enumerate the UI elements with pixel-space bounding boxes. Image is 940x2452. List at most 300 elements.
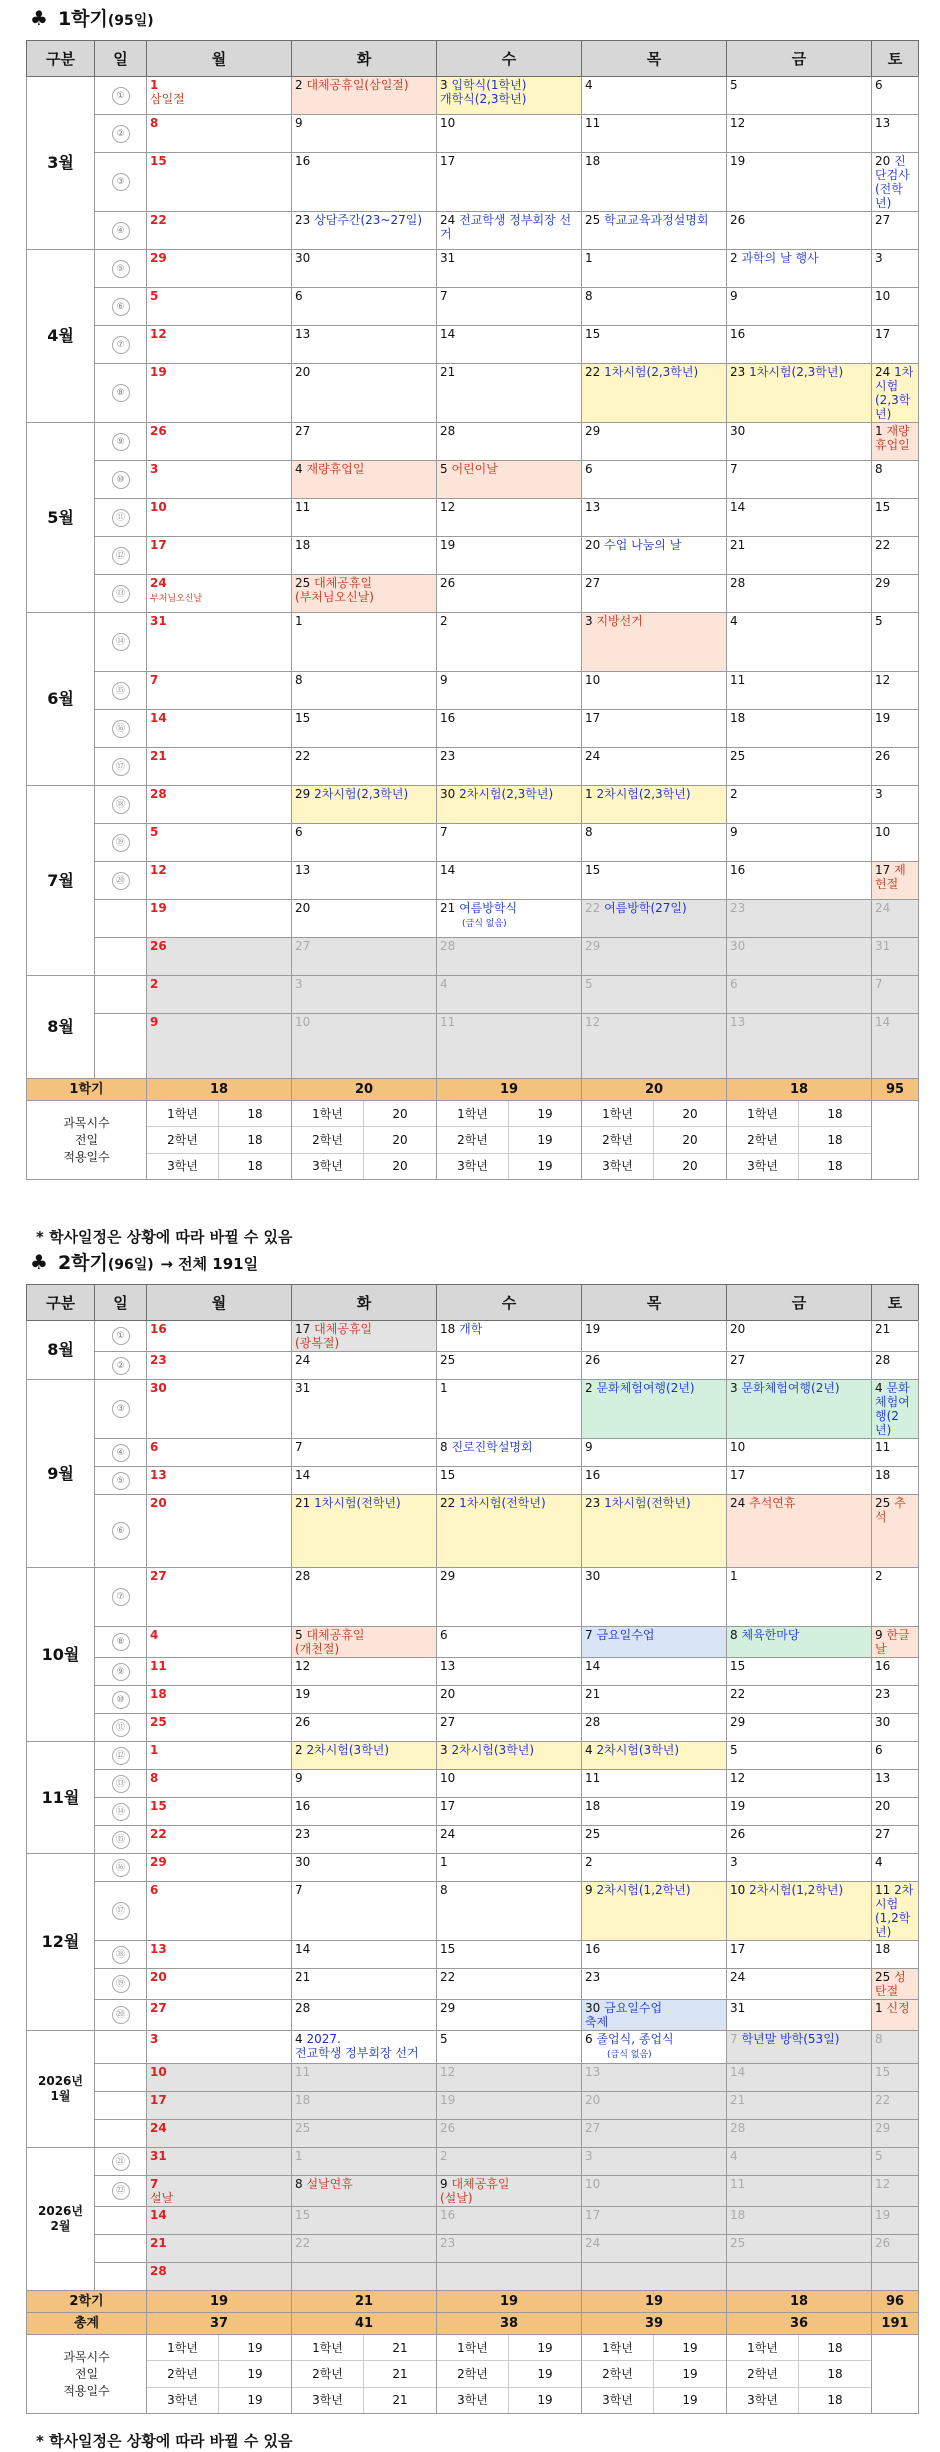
day-number: 25: [875, 1496, 891, 1510]
event-label: 설날연휴: [306, 2177, 353, 2191]
week-row: [27, 153, 919, 212]
header-6: 금: [727, 1285, 872, 1321]
day-cell: [147, 1658, 292, 1686]
day-cell: [582, 613, 727, 672]
header-row: [27, 1285, 919, 1321]
day-number: 24: [585, 749, 601, 763]
day-number: 30: [585, 2001, 601, 2015]
day-number: 16: [875, 1659, 891, 1673]
week-number: [95, 2120, 147, 2148]
day-cell: [727, 1714, 872, 1742]
week-number: ⑧: [95, 1627, 147, 1658]
day-number: 24: [875, 365, 891, 379]
day-cell: [582, 1798, 727, 1826]
day-cell: [727, 1798, 872, 1826]
day-number: 9: [730, 825, 738, 839]
day-number: 12: [150, 863, 167, 877]
day-cell: [292, 461, 437, 499]
day-cell: [292, 1882, 437, 1941]
day-cell: [727, 153, 872, 212]
week-number: ⑱: [95, 786, 147, 824]
week-row: [27, 2263, 919, 2291]
day-cell: [292, 786, 437, 824]
week-row: [27, 1770, 919, 1798]
day-number: 4: [585, 1743, 593, 1757]
event-label: 여름방학식: [459, 901, 518, 915]
week-row: [27, 537, 919, 575]
day-number: 24: [585, 2236, 601, 2250]
header-2: 월: [147, 1285, 292, 1321]
day-cell: [147, 2120, 292, 2148]
day-cell: [147, 2000, 292, 2031]
day-number: 19: [440, 538, 456, 552]
day-cell: [437, 938, 582, 976]
week-row: [27, 461, 919, 499]
week-row: [27, 326, 919, 364]
day-cell: [437, 1854, 582, 1882]
day-number: 31: [440, 251, 456, 265]
event-label: 재량휴업일: [306, 462, 365, 476]
day-cell: [292, 77, 437, 115]
day-number: 11: [585, 116, 601, 130]
day-number: 28: [440, 424, 456, 438]
event-label: 2차시험(3학년): [306, 1743, 390, 1757]
week-number: ⑤: [95, 250, 147, 288]
day-number: 15: [875, 2065, 891, 2079]
day-number: 4: [875, 1381, 883, 1395]
day-number: 15: [585, 863, 601, 877]
day-cell: [582, 1826, 727, 1854]
week-row: [27, 1969, 919, 2000]
week-row: [27, 1658, 919, 1686]
day-cell: [872, 824, 919, 862]
week-number: ⑳: [95, 2000, 147, 2031]
day-cell: [727, 1568, 872, 1627]
day-number: 14: [150, 2208, 167, 2222]
day-cell: [437, 1495, 582, 1568]
hours-cell: 1학년 18 2학년 18 3학년 18: [727, 2335, 872, 2414]
day-cell: [872, 2031, 919, 2064]
week-number: [95, 1014, 147, 1079]
day-cell: [147, 153, 292, 212]
event-label: 체육한마당: [741, 1628, 800, 1642]
day-number: 18: [730, 711, 746, 725]
day-cell: [582, 976, 727, 1014]
day-cell: [437, 1770, 582, 1798]
day-number: 10: [150, 500, 167, 514]
day-cell: [292, 1380, 437, 1439]
week-row: [27, 1014, 919, 1079]
day-cell: [872, 1826, 919, 1854]
day-cell: [147, 2207, 292, 2235]
day-number: 22: [585, 365, 601, 379]
day-cell: [582, 1014, 727, 1079]
event-label: 지방선거: [596, 614, 643, 628]
week-row: [27, 499, 919, 537]
day-number: 29: [875, 2121, 891, 2135]
event-label: 어린이날: [451, 462, 498, 476]
day-cell: [582, 938, 727, 976]
day-cell: [292, 748, 437, 786]
week-row: [27, 575, 919, 613]
day-cell: [582, 115, 727, 153]
day-cell: [727, 423, 872, 461]
day-number: 10: [730, 1883, 746, 1897]
week-number: ⑦: [95, 1568, 147, 1627]
day-number: 9: [875, 1628, 883, 1642]
day-number: 13: [875, 116, 891, 130]
day-number: 5: [440, 2032, 448, 2046]
hours-row: [27, 2335, 919, 2414]
day-cell: [437, 326, 582, 364]
day-number: 3: [295, 977, 303, 991]
day-number: 22: [585, 901, 601, 915]
day-number: 28: [730, 576, 746, 590]
day-cell: [147, 1439, 292, 1467]
day-number: 12: [585, 1015, 601, 1029]
hours-row: [27, 1101, 919, 1180]
day-cell: [872, 1941, 919, 1969]
day-number: 8: [585, 289, 593, 303]
day-number: 22: [295, 2236, 311, 2250]
day-number: 21: [440, 901, 456, 915]
day-cell: [147, 1380, 292, 1439]
day-number: 17: [585, 711, 601, 725]
day-cell: [727, 2031, 872, 2064]
day-number: 12: [440, 2065, 456, 2079]
day-cell: [582, 1854, 727, 1882]
day-number: 5: [150, 289, 159, 303]
total-row: 총계 37 41 38 39 36 191: [27, 2313, 919, 2335]
day-number: 30: [730, 939, 746, 953]
event-label: 여름방학(27일): [604, 901, 687, 915]
day-number: 25: [875, 1970, 891, 1984]
day-cell: [147, 2263, 292, 2291]
day-number: 19: [150, 901, 167, 915]
day-cell: [582, 364, 727, 423]
day-number: 24: [150, 2121, 167, 2135]
day-cell: [147, 976, 292, 1014]
day-number: 17: [585, 2208, 601, 2222]
day-cell: [147, 1882, 292, 1941]
day-number: 16: [440, 2208, 456, 2222]
day-cell: [727, 2148, 872, 2176]
day-cell: [727, 1380, 872, 1439]
day-number: 26: [150, 939, 167, 953]
week-row: [27, 2120, 919, 2148]
day-cell: [872, 1742, 919, 1770]
day-number: 20: [440, 1687, 456, 1701]
event-label: 진단검사(전학년): [875, 154, 910, 210]
day-cell: [582, 461, 727, 499]
day-number: 27: [295, 939, 311, 953]
week-row: [27, 748, 919, 786]
day-number: 26: [440, 2121, 456, 2135]
day-cell: [872, 976, 919, 1014]
week-number: ④: [95, 1439, 147, 1467]
day-cell: [292, 1467, 437, 1495]
day-number: 26: [295, 1715, 311, 1729]
day-number: 1: [875, 424, 883, 438]
day-number: 8: [440, 1883, 448, 1897]
day-number: 6: [730, 977, 738, 991]
header-1: 일: [95, 1285, 147, 1321]
week-number: ⑯: [95, 710, 147, 748]
day-number: 24: [730, 1496, 746, 1510]
event-label: 학교교육과정설명회: [604, 213, 709, 227]
day-number: 16: [730, 863, 746, 877]
day-number: 7: [440, 289, 448, 303]
day-number: 17: [875, 863, 891, 877]
event-label: 신정: [886, 2001, 910, 2015]
day-cell: [582, 1686, 727, 1714]
day-number: 9: [295, 1771, 303, 1785]
week-number: ②: [95, 1352, 147, 1380]
day-number: 15: [295, 2208, 311, 2222]
hours-cell: 1학년 18 2학년 18 3학년 18: [727, 1101, 872, 1180]
day-number: 21: [150, 749, 167, 763]
semester2-calendar: [26, 1284, 919, 2414]
day-cell: [727, 1658, 872, 1686]
day-number: 7: [440, 825, 448, 839]
week-row: [27, 1826, 919, 1854]
day-cell: [872, 2148, 919, 2176]
day-number: 1: [730, 1569, 738, 1583]
week-row: [27, 862, 919, 900]
day-cell: [582, 2148, 727, 2176]
header-2: 월: [147, 41, 292, 77]
month-label: 2026년 2월: [27, 2148, 95, 2291]
day-cell: [437, 1439, 582, 1467]
week-row: [27, 2235, 919, 2263]
day-cell: [727, 288, 872, 326]
day-cell: [437, 2207, 582, 2235]
week-number: ⑮: [95, 1826, 147, 1854]
day-cell: [292, 2207, 437, 2235]
event-label: 추석연휴: [749, 1496, 796, 1510]
week-row: [27, 1686, 919, 1714]
day-cell: [292, 212, 437, 250]
day-cell: [727, 364, 872, 423]
week-row: [27, 1854, 919, 1882]
day-number: 23: [585, 1496, 601, 1510]
day-number: 15: [295, 711, 311, 725]
day-cell: [292, 153, 437, 212]
day-number: 11: [730, 673, 746, 687]
day-number: 19: [150, 365, 167, 379]
day-number: 6: [150, 1883, 159, 1897]
day-cell: [727, 1686, 872, 1714]
day-number: 27: [585, 576, 601, 590]
club-icon: ♣: [30, 6, 48, 30]
day-number: 18: [585, 154, 601, 168]
header-3: 화: [292, 1285, 437, 1321]
day-cell: [147, 364, 292, 423]
day-cell: [292, 1854, 437, 1882]
event-label: 1차시험(전학년): [314, 1496, 401, 1510]
header-1: 일: [95, 41, 147, 77]
day-number: 12: [875, 673, 891, 687]
day-cell: [147, 2031, 292, 2064]
day-cell: [437, 976, 582, 1014]
day-cell: [437, 115, 582, 153]
day-cell: [292, 250, 437, 288]
day-number: 13: [585, 2065, 601, 2079]
event-label: 2차시험(2,3학년): [596, 787, 691, 801]
week-row: [27, 1352, 919, 1380]
day-number: 3: [875, 787, 883, 801]
day-cell: [872, 2000, 919, 2031]
day-number: 2: [730, 787, 738, 801]
week-number: ⑭: [95, 1798, 147, 1826]
day-cell: [437, 1321, 582, 1352]
day-cell: [872, 1770, 919, 1798]
day-cell: [147, 824, 292, 862]
week-number: ⑧: [95, 364, 147, 423]
day-number: 26: [875, 2236, 891, 2250]
day-number: 28: [875, 1353, 891, 1367]
day-number: 27: [585, 2121, 601, 2135]
day-number: 10: [730, 1440, 746, 1454]
week-number: [95, 2092, 147, 2120]
day-number: 1: [440, 1855, 448, 1869]
day-number: 8: [585, 825, 593, 839]
day-cell: [727, 2000, 872, 2031]
day-number: 25: [730, 2236, 746, 2250]
day-number: 25: [150, 1715, 167, 1729]
day-number: 14: [295, 1942, 311, 1956]
day-cell: [437, 1714, 582, 1742]
event-label: 수업 나눔의 날: [604, 538, 682, 552]
event-label: 1차시험(전학년): [604, 1496, 691, 1510]
day-cell: [147, 2235, 292, 2263]
day-number: 24: [875, 901, 891, 915]
day-cell: [147, 1714, 292, 1742]
day-cell: [582, 1321, 727, 1352]
event-label: 1차시험(2,3학년): [604, 365, 699, 379]
week-row: [27, 2000, 919, 2031]
day-cell: [292, 1321, 437, 1352]
day-cell: [727, 537, 872, 575]
day-number: 31: [295, 1381, 311, 1395]
month-label: 8월: [27, 1321, 95, 1380]
day-number: 15: [875, 500, 891, 514]
day-cell: [147, 1770, 292, 1798]
day-number: 3: [730, 1855, 738, 1869]
day-number: 28: [150, 787, 167, 801]
day-cell: [727, 1439, 872, 1467]
day-number: 20: [295, 365, 311, 379]
day-cell: [872, 2207, 919, 2235]
day-number: 7: [150, 2177, 159, 2191]
week-row: [27, 1941, 919, 1969]
day-number: 8: [730, 1628, 738, 1642]
day-number: 16: [585, 1468, 601, 1482]
hours-cell: 1학년 19 2학년 19 3학년 19: [147, 2335, 292, 2414]
hours-cell: 1학년 20 2학년 20 3학년 20: [582, 1101, 727, 1180]
week-row: [27, 212, 919, 250]
day-cell: [582, 900, 727, 938]
week-number: ⑬: [95, 1770, 147, 1798]
week-row: [27, 824, 919, 862]
day-number: 6: [875, 1743, 883, 1757]
event-label: 상담주간(23~27일): [314, 213, 423, 227]
day-cell: [292, 613, 437, 672]
day-number: 12: [730, 116, 746, 130]
day-cell: [437, 212, 582, 250]
week-number: [95, 2031, 147, 2064]
day-cell: [727, 1941, 872, 1969]
day-cell: [872, 1352, 919, 1380]
header-6: 금: [727, 41, 872, 77]
day-cell: [147, 862, 292, 900]
schedule-note-2: * 학사일정은 상황에 따라 바뀔 수 있음: [36, 2432, 293, 2450]
event-label: 학년말 방학(53일): [741, 2032, 840, 2046]
day-cell: [437, 1380, 582, 1439]
header-5: 목: [582, 41, 727, 77]
day-number: 15: [585, 327, 601, 341]
day-number: 10: [150, 2065, 167, 2079]
week-number: ⑲: [95, 1969, 147, 2000]
day-number: 21: [875, 1322, 891, 1336]
day-cell: [727, 2064, 872, 2092]
month-label: 7월: [27, 786, 95, 976]
summary-row: 2학기 19 21 19 19 18 96: [27, 2291, 919, 2313]
day-cell: [727, 115, 872, 153]
day-number: 22: [440, 1970, 456, 1984]
day-cell: [292, 499, 437, 537]
month-label: 9월: [27, 1380, 95, 1568]
day-cell: [727, 1014, 872, 1079]
day-cell: [582, 710, 727, 748]
day-cell: [292, 288, 437, 326]
day-number: 2: [150, 977, 159, 991]
day-cell: [727, 786, 872, 824]
event-note: (급식 없음): [462, 919, 507, 929]
day-number: 17: [150, 538, 167, 552]
day-cell: [727, 824, 872, 862]
day-cell: [872, 288, 919, 326]
day-number: 29: [585, 939, 601, 953]
day-cell: [437, 2263, 582, 2291]
day-number: 6: [875, 78, 883, 92]
event-label: 재량휴업일: [875, 424, 910, 452]
day-cell: [147, 900, 292, 938]
day-number: 16: [585, 1942, 601, 1956]
week-row: [27, 1714, 919, 1742]
week-number: ⑬: [95, 575, 147, 613]
day-number: 4: [295, 462, 303, 476]
day-number: 23: [730, 901, 746, 915]
day-cell: [727, 710, 872, 748]
day-number: 18: [440, 1322, 456, 1336]
week-row: [27, 900, 919, 938]
event-label: 추석: [875, 1496, 906, 1524]
day-number: 5: [875, 2149, 883, 2163]
day-number: 5: [585, 977, 593, 991]
day-number: 2: [440, 614, 448, 628]
day-cell: [292, 2064, 437, 2092]
week-number: ②: [95, 115, 147, 153]
day-cell: [437, 672, 582, 710]
day-number: 7: [150, 673, 159, 687]
day-cell: [727, 1467, 872, 1495]
event-label: 문화체험여행(2년): [875, 1381, 910, 1437]
day-cell: [292, 1439, 437, 1467]
day-number: 23: [730, 365, 746, 379]
day-number: 18: [295, 2093, 311, 2107]
week-number: ⑰: [95, 748, 147, 786]
